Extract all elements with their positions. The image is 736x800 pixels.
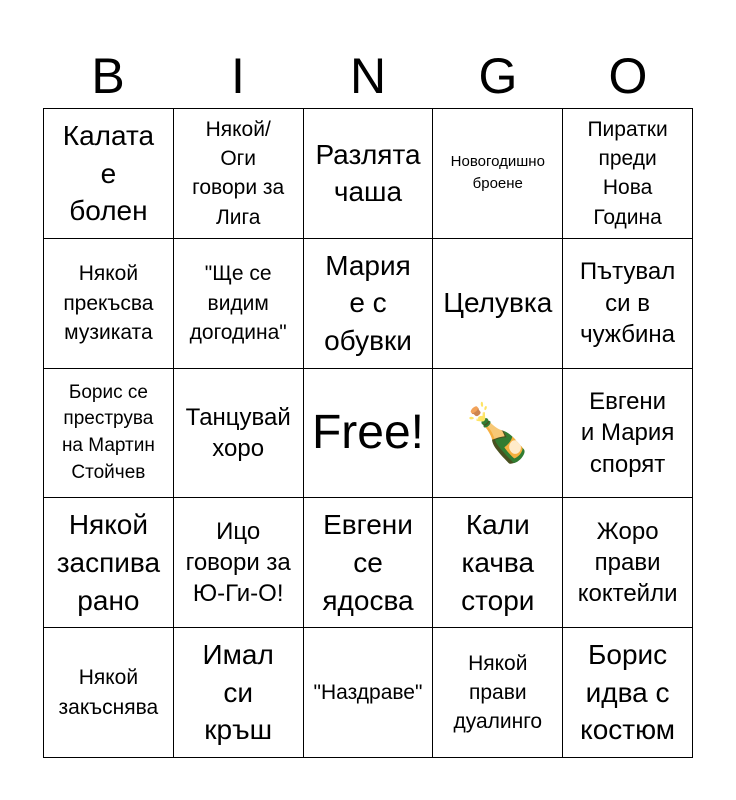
bingo-cell-label: Новогодишно броене xyxy=(450,152,545,193)
bingo-cell-label: Free! xyxy=(311,405,424,459)
bingo-grid xyxy=(43,108,693,758)
bingo-cell[interactable] xyxy=(44,369,174,499)
bingo-cell[interactable] xyxy=(433,628,563,758)
bingo-cell-label: "Наздраве" xyxy=(313,680,423,704)
bingo-cell-label: Кали качва стори xyxy=(461,509,535,616)
bingo-cell[interactable] xyxy=(174,369,304,499)
header-letter-b: B xyxy=(91,48,125,104)
bingo-cell[interactable] xyxy=(174,628,304,758)
bingo-cell[interactable] xyxy=(304,498,434,628)
bingo-cell[interactable] xyxy=(304,109,434,239)
bingo-cell[interactable] xyxy=(174,498,304,628)
bingo-cell-label: Борис се преструва на Мартин Стойчев xyxy=(61,381,155,483)
bingo-cell-label: Калата е болен xyxy=(62,119,155,227)
bingo-cell-label: Имал си кръш xyxy=(202,638,274,746)
bingo-cell[interactable] xyxy=(44,628,174,758)
bingo-cell-label: Пиратки преди Нова Година xyxy=(587,117,668,229)
bingo-cell[interactable] xyxy=(304,239,434,369)
bingo-cell-label: Някой прави дуалинго xyxy=(453,651,543,734)
bingo-cell-label: Евгени и Мария спорят xyxy=(580,388,675,478)
bingo-cell-label: Ицо говори за Ю-Ги-О! xyxy=(185,518,291,608)
bingo-cell[interactable] xyxy=(563,369,693,499)
bingo-cell[interactable] xyxy=(174,239,304,369)
bingo-cell[interactable] xyxy=(563,498,693,628)
header-letter-o: O xyxy=(608,48,648,104)
bingo-cell-label: Евгени се ядосва xyxy=(322,509,414,616)
header-letter-i: I xyxy=(231,48,245,104)
bingo-cell[interactable] xyxy=(563,628,693,758)
bingo-header xyxy=(43,44,693,108)
bingo-cell-label: Целувка xyxy=(443,287,553,319)
bingo-cell[interactable] xyxy=(433,239,563,369)
bingo-cell[interactable] xyxy=(433,498,563,628)
bingo-cell-label: Някой заспива рано xyxy=(56,509,161,616)
bingo-cell-label: Мария е с обувки xyxy=(324,249,412,357)
bingo-cell[interactable] xyxy=(433,109,563,239)
bingo-cell-icon[interactable] xyxy=(433,369,563,499)
bingo-cell[interactable] xyxy=(563,239,693,369)
bingo-cell[interactable] xyxy=(563,109,693,239)
bingo-cell[interactable] xyxy=(44,109,174,239)
header-letter-g: G xyxy=(478,48,518,104)
bingo-cell-label: Танцувай хоро xyxy=(185,403,291,462)
bingo-cell-label: Разлята чаша xyxy=(315,138,421,208)
champagne-bottle-icon: 🍾 xyxy=(462,400,533,464)
bingo-cell-label: Някой/ Оги говори за Лига xyxy=(192,117,285,229)
bingo-cell-label: Някой прекъсва музиката xyxy=(63,262,154,344)
bingo-cell[interactable] xyxy=(44,498,174,628)
bingo-cell[interactable] xyxy=(44,239,174,369)
bingo-cell-label: Пътувал си в чужбина xyxy=(579,258,676,348)
bingo-cell-label: Жоро прави коктейли xyxy=(577,518,678,608)
bingo-cell-label: "Ще се видим догодина" xyxy=(189,262,287,344)
bingo-cell-free[interactable] xyxy=(304,369,434,499)
header-letter-n: N xyxy=(349,48,387,104)
bingo-cell[interactable] xyxy=(304,628,434,758)
bingo-cell[interactable] xyxy=(174,109,304,239)
bingo-cell-label: Борис идва с костюм xyxy=(580,638,676,746)
bingo-cell-label: Някой закъснява xyxy=(58,666,159,719)
